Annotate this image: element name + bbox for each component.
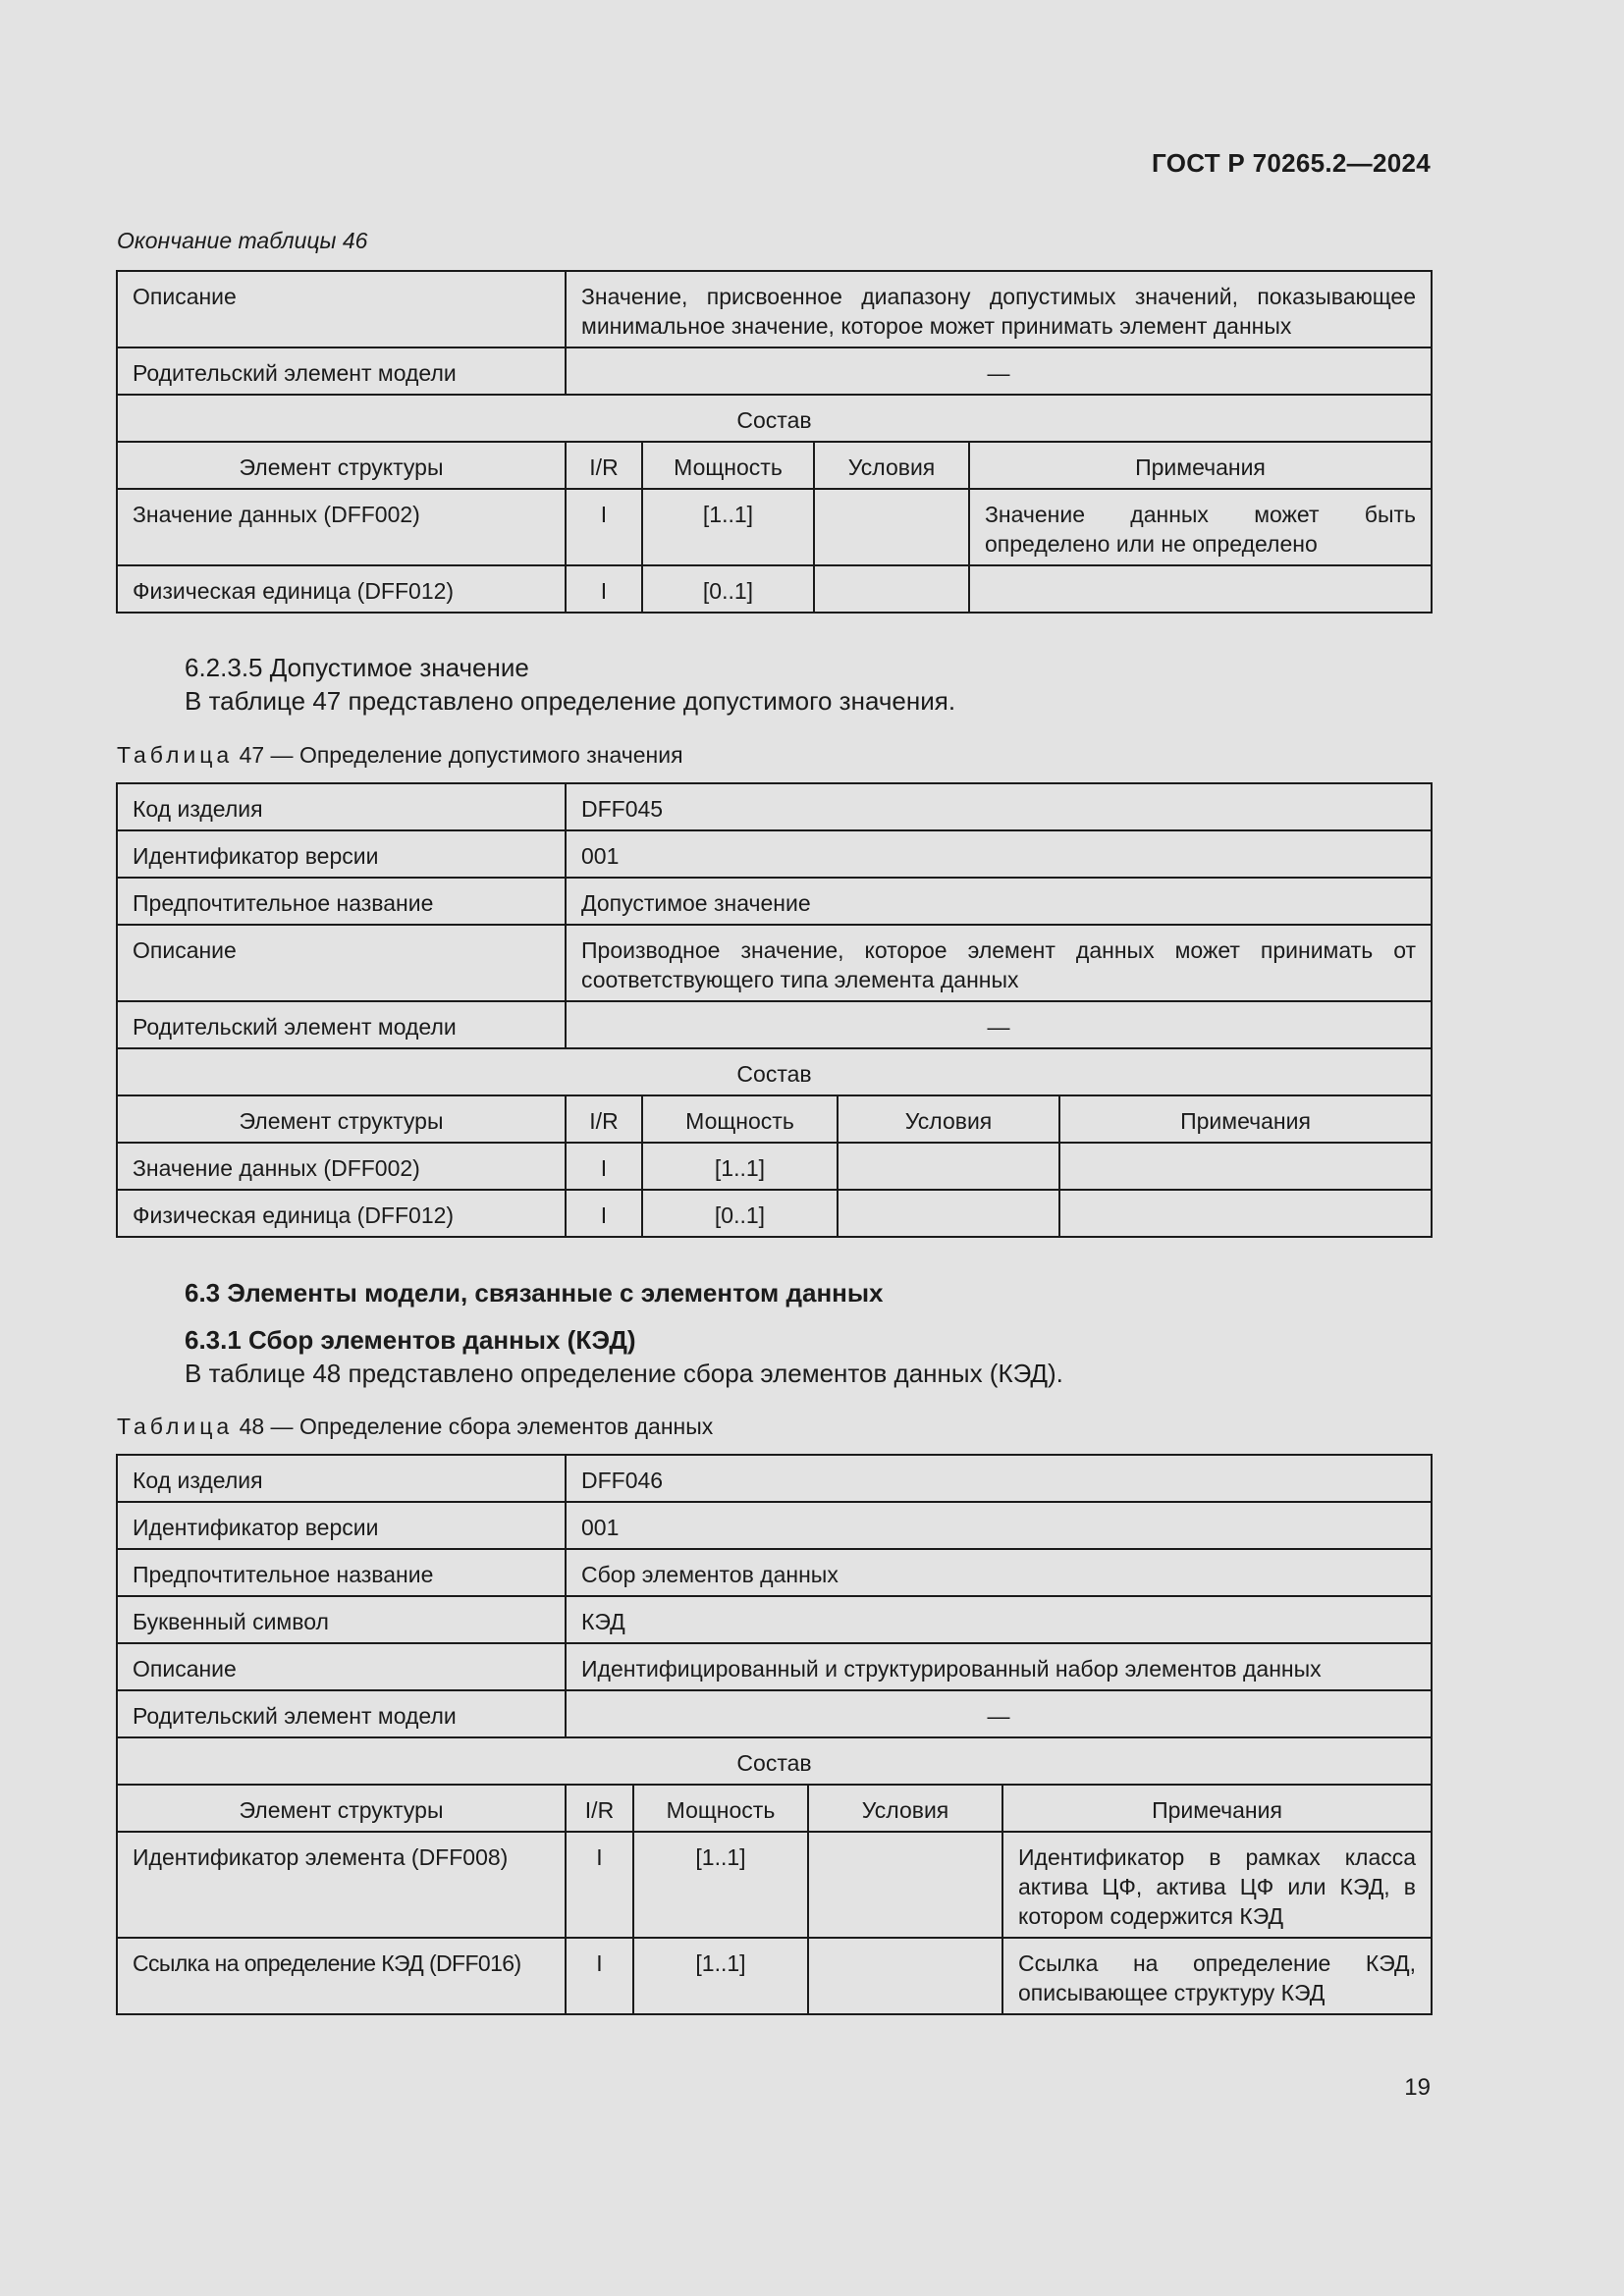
- table-row: [117, 830, 1432, 878]
- table-caption-title: 47 — Определение допустимого значения: [233, 742, 683, 768]
- cell-power: [1..1]: [633, 1832, 808, 1938]
- cell-power: [0..1]: [642, 565, 814, 613]
- table-row: [117, 925, 1432, 1001]
- table-row: [117, 1690, 1432, 1737]
- column-header: Мощность: [633, 1785, 808, 1832]
- cell-ir: I: [566, 1143, 642, 1190]
- table-row: [117, 271, 1432, 347]
- cell-conditions: [814, 489, 969, 565]
- table-row: [117, 1190, 1432, 1237]
- column-header: Мощность: [642, 1095, 838, 1143]
- cell-notes: Значение данных может быть определено или не определено: [969, 489, 1432, 565]
- row-value: Сбор элементов данных: [566, 1549, 1432, 1596]
- table-48: [116, 1454, 1433, 2015]
- document-standard-number: ГОСТ Р 70265.2—2024: [1152, 148, 1431, 178]
- table-row: [117, 1048, 1432, 1095]
- column-header: Примечания: [1059, 1095, 1432, 1143]
- table-row: [117, 1596, 1432, 1643]
- table48-caption: [117, 1414, 713, 1440]
- cell-conditions: [808, 1938, 1002, 2014]
- cell-conditions: [808, 1832, 1002, 1938]
- row-label: Родительский элемент модели: [117, 1690, 566, 1737]
- column-header: I/R: [566, 1785, 633, 1832]
- row-label: Описание: [117, 925, 566, 1001]
- column-header: Мощность: [642, 442, 814, 489]
- cell-conditions: [838, 1190, 1059, 1237]
- cell-notes: [1059, 1143, 1432, 1190]
- section-text-6235: В таблице 47 представлено определение допустимого значения.: [185, 686, 956, 716]
- row-label: Код изделия: [117, 1455, 566, 1502]
- row-value: КЭД: [566, 1596, 1432, 1643]
- table-row: [117, 565, 1432, 613]
- table-row: [117, 1549, 1432, 1596]
- row-label: Описание: [117, 1643, 566, 1690]
- cell-ir: I: [566, 565, 642, 613]
- row-label: Код изделия: [117, 783, 566, 830]
- table-row: [117, 395, 1432, 442]
- table-caption-word: Таблица: [117, 1414, 234, 1439]
- section-text-631: В таблице 48 представлено определение сбора элементов данных (КЭД).: [185, 1359, 1063, 1388]
- section-heading-631: 6.3.1 Сбор элементов данных (КЭД): [185, 1325, 636, 1355]
- table46-end-caption: Окончание таблицы 46: [117, 228, 368, 253]
- column-header: Элемент структуры: [117, 1095, 566, 1143]
- row-value: 001: [566, 830, 1432, 878]
- table-row: [117, 1001, 1432, 1048]
- page-number: 19: [1404, 2074, 1431, 2101]
- column-header: Условия: [838, 1095, 1059, 1143]
- cell-notes: Идентификатор в рамках класса актива ЦФ, актива ЦФ или КЭД, в котором содержится КЭД: [1002, 1832, 1432, 1938]
- row-value: Допустимое значение: [566, 878, 1432, 925]
- table47-caption: [117, 742, 683, 769]
- cell-ir: I: [566, 1938, 633, 2014]
- row-value: Значение, присвоенное диапазону допустимых значений, показывающее минимальное значение, которое может принимать элемент данных: [566, 271, 1432, 347]
- column-header: I/R: [566, 442, 642, 489]
- table-row: [117, 878, 1432, 925]
- row-value: —: [566, 1001, 1432, 1048]
- cell-notes: [1059, 1190, 1432, 1237]
- cell-element: Физическая единица (DFF012): [117, 1190, 566, 1237]
- row-value: Идентифицированный и структурированный набор элементов данных: [566, 1643, 1432, 1690]
- column-header: Условия: [808, 1785, 1002, 1832]
- table-row: [117, 347, 1432, 395]
- table-caption-title: 48 — Определение сбора элементов данных: [233, 1414, 714, 1439]
- column-header: Элемент структуры: [117, 1785, 566, 1832]
- cell-ir: I: [566, 1190, 642, 1237]
- table-header-row: [117, 442, 1432, 489]
- table-header-row: [117, 1095, 1432, 1143]
- row-value: —: [566, 347, 1432, 395]
- column-header: Условия: [814, 442, 969, 489]
- column-header: Примечания: [1002, 1785, 1432, 1832]
- cell-element: Значение данных (DFF002): [117, 489, 566, 565]
- cell-element: Ссылка на определение КЭД (DFF016): [117, 1938, 566, 2014]
- cell-power: [1..1]: [633, 1938, 808, 2014]
- cell-notes: [969, 565, 1432, 613]
- column-header: I/R: [566, 1095, 642, 1143]
- row-value: —: [566, 1690, 1432, 1737]
- row-label: Родительский элемент модели: [117, 1001, 566, 1048]
- table-caption-word: Таблица: [117, 742, 234, 768]
- row-label: Идентификатор версии: [117, 1502, 566, 1549]
- cell-notes: Ссылка на определение КЭД, описывающее структуру КЭД: [1002, 1938, 1432, 2014]
- cell-ir: I: [566, 1832, 633, 1938]
- table-row: [117, 783, 1432, 830]
- row-value: 001: [566, 1502, 1432, 1549]
- composition-header: Состав: [117, 1737, 1432, 1785]
- composition-header: Состав: [117, 395, 1432, 442]
- cell-power: [1..1]: [642, 1143, 838, 1190]
- row-label: Родительский элемент модели: [117, 347, 566, 395]
- row-label: Предпочтительное название: [117, 1549, 566, 1596]
- row-label: Идентификатор версии: [117, 830, 566, 878]
- row-label: Описание: [117, 271, 566, 347]
- cell-conditions: [838, 1143, 1059, 1190]
- table-row: [117, 1832, 1432, 1938]
- row-value: Производное значение, которое элемент данных может принимать от соответствующего типа элемента данных: [566, 925, 1432, 1001]
- column-header: Элемент структуры: [117, 442, 566, 489]
- table-46-end: [116, 270, 1433, 614]
- cell-element: Идентификатор элемента (DFF008): [117, 1832, 566, 1938]
- cell-element: Физическая единица (DFF012): [117, 565, 566, 613]
- table-row: [117, 1455, 1432, 1502]
- table-row: [117, 1502, 1432, 1549]
- composition-header: Состав: [117, 1048, 1432, 1095]
- cell-ir: I: [566, 489, 642, 565]
- table-row: [117, 1143, 1432, 1190]
- table-row: [117, 489, 1432, 565]
- section-heading-6235: 6.2.3.5 Допустимое значение: [185, 653, 529, 682]
- row-label: Предпочтительное название: [117, 878, 566, 925]
- table-row: [117, 1737, 1432, 1785]
- column-header: Примечания: [969, 442, 1432, 489]
- row-value: DFF046: [566, 1455, 1432, 1502]
- section-heading-63: 6.3 Элементы модели, связанные с элементом данных: [185, 1278, 884, 1308]
- cell-element: Значение данных (DFF002): [117, 1143, 566, 1190]
- row-value: DFF045: [566, 783, 1432, 830]
- row-label: Буквенный символ: [117, 1596, 566, 1643]
- cell-power: [0..1]: [642, 1190, 838, 1237]
- cell-power: [1..1]: [642, 489, 814, 565]
- table-47: [116, 782, 1433, 1238]
- table-row: [117, 1938, 1432, 2014]
- table-header-row: [117, 1785, 1432, 1832]
- cell-conditions: [814, 565, 969, 613]
- table-row: [117, 1643, 1432, 1690]
